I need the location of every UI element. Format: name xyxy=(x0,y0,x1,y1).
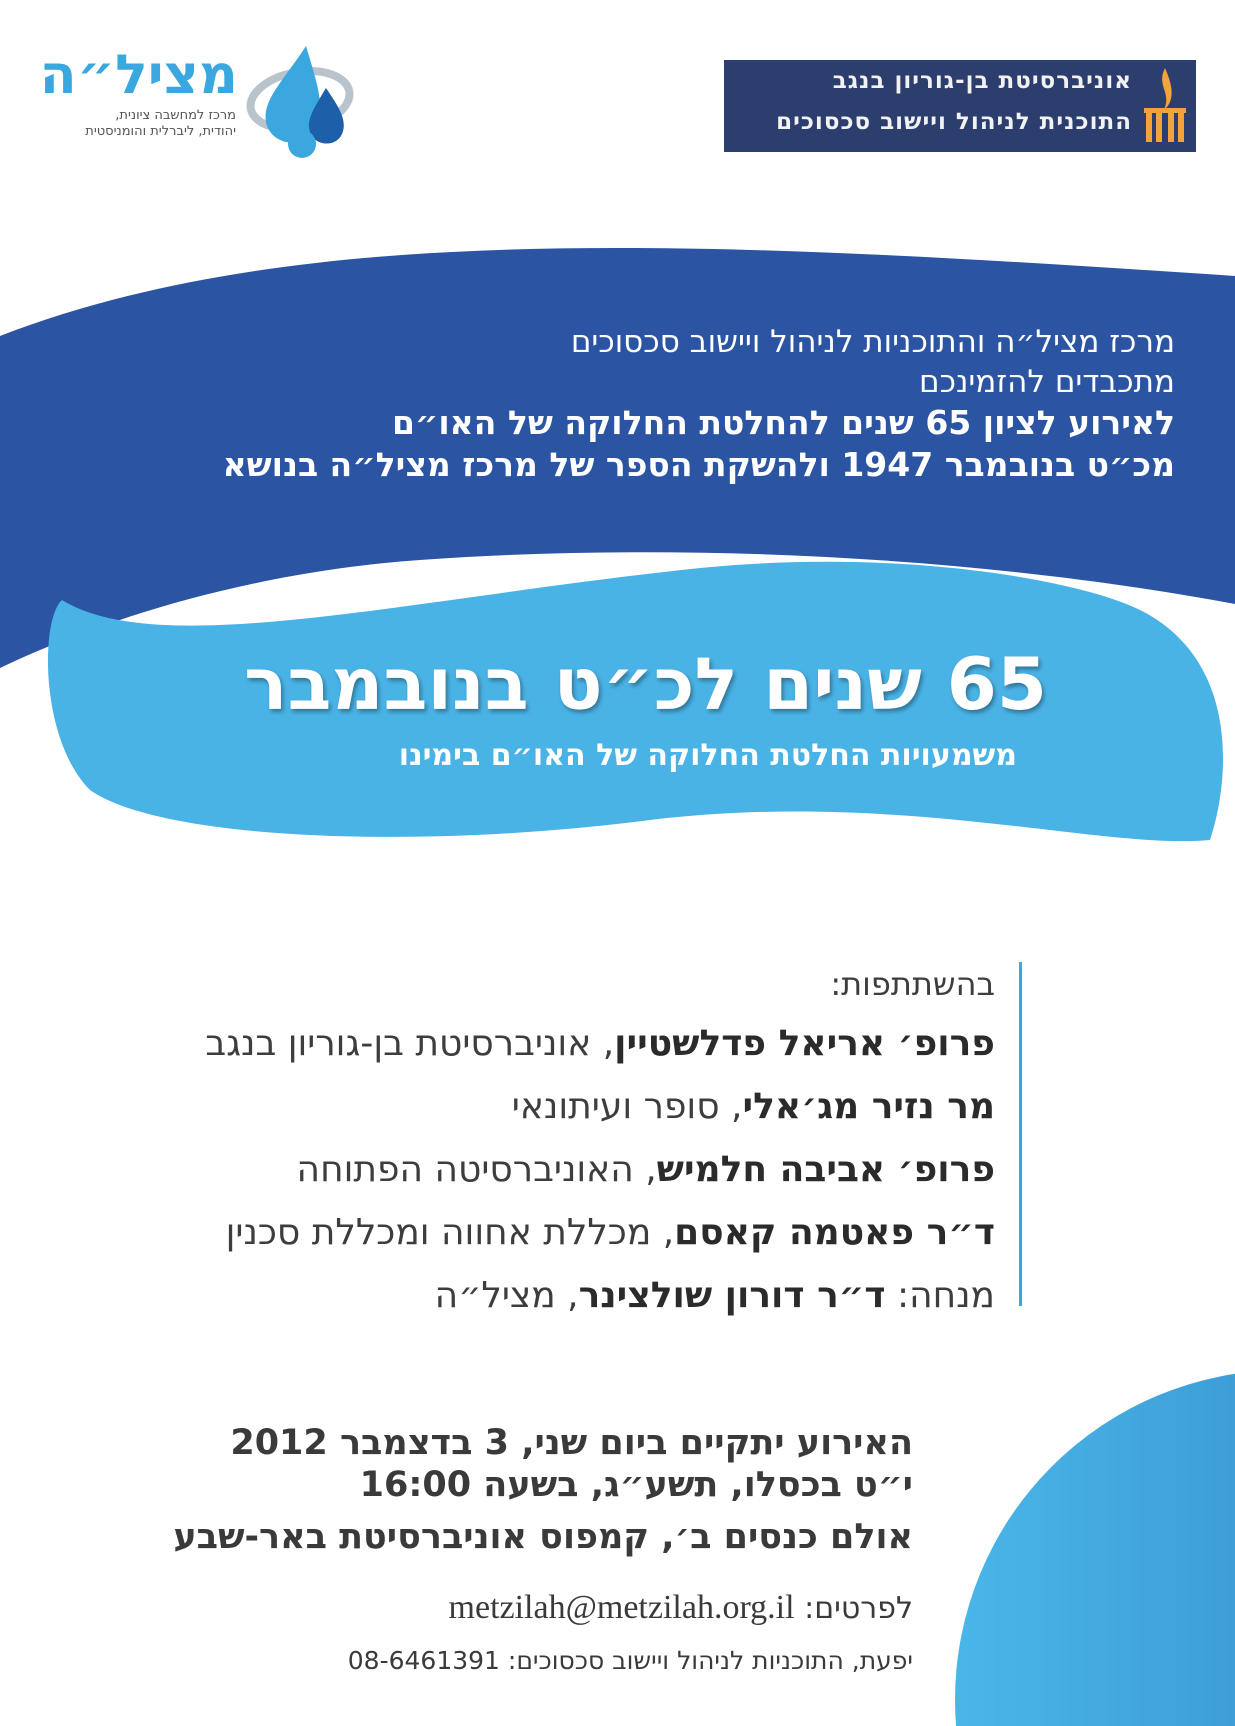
moderator-label: מנחה: xyxy=(885,1275,995,1316)
speaker-affiliation: , האוניברסיטה הפתוחה xyxy=(296,1149,657,1190)
book-title: 65 שנים לכ״ט בנובמבר xyxy=(244,642,1047,726)
bgu-logo-line1: אוניברסיטת בן-גוריון בנגב xyxy=(832,68,1132,94)
metzilah-tagline-line1: מרכז למחשבה ציונית, xyxy=(115,108,236,123)
speaker-row xyxy=(95,1138,995,1201)
moderator-row xyxy=(95,1264,995,1327)
speaker-name: פרופ׳ אביבה חלמיש xyxy=(656,1149,995,1190)
metzilah-tagline-line2: יהודית, ליברלית והומניסטית xyxy=(85,124,236,139)
speaker-affiliation: , אוניברסיטת בן-גוריון בנגב xyxy=(205,1023,615,1064)
event-date: האירוע יתקיים ביום שני, 3 בדצמבר 2012 xyxy=(230,1423,913,1463)
invitation-line1: מרכז מציל״ה והתוכניות לניהול ויישוב סכסוכים xyxy=(570,324,1175,360)
bgu-flame-emblem-icon xyxy=(1142,66,1188,146)
invitation-line4: מכ״ט בנובמבר 1947 ולהשקת הספר של מרכז מציל״ה בנושא xyxy=(222,445,1175,484)
participants-heading: בהשתתפות: xyxy=(830,965,995,1003)
contact-email-link[interactable]: metzilah@metzilah.org.il xyxy=(448,1589,795,1626)
contact-phone-line: יפעת, התוכניות לניהול ויישוב סכסוכים: 08-6461391 xyxy=(347,1646,913,1675)
participants-divider xyxy=(1019,962,1022,1306)
bgu-logo xyxy=(724,60,1196,152)
metzilah-logo xyxy=(39,40,362,160)
event-hebrew-date: י״ט בכסלו, תשע״ג, בשעה 16:00 xyxy=(359,1465,913,1505)
contact-email-line xyxy=(348,1586,913,1631)
speaker-name: ד״ר פאטמה קאסם xyxy=(674,1212,995,1253)
speaker-name: מר נזיר מג׳אלי xyxy=(742,1086,995,1127)
speaker-affiliation: , סופר ועיתונאי xyxy=(511,1086,743,1127)
metzilah-drops-logo-icon xyxy=(244,40,356,160)
speaker-row xyxy=(95,1075,995,1138)
event-venue: אולם כנסים ב׳, קמפוס אוניברסיטת באר-שבע xyxy=(173,1517,913,1557)
contact-label: לפרטים: xyxy=(794,1591,913,1626)
invitation-line2: מתכבדים להזמינכם xyxy=(919,364,1175,400)
speaker-affiliation: , מכללת אחווה ומכללת סכנין xyxy=(225,1212,675,1253)
invitation-line3: לאירוע לציון 65 שנים להחלטת החלוקה של האו״ם xyxy=(391,403,1175,442)
metzilah-logo-tagline xyxy=(36,108,236,140)
moderator-affiliation: , מציל״ה xyxy=(434,1275,579,1316)
invitation-text xyxy=(75,322,1175,486)
corner-circle xyxy=(955,1370,1235,1726)
event-details xyxy=(173,1422,913,1558)
speaker-name: פרופ׳ אריאל פדלשטיין xyxy=(614,1023,995,1064)
speaker-row xyxy=(95,1201,995,1264)
moderator-name: ד״ר דורון שולצינר xyxy=(578,1275,886,1316)
metzilah-logo-name: מציל״ה xyxy=(39,43,238,106)
book-subtitle: משמעויות החלטת החלוקה של האו״ם בימינו xyxy=(398,738,1017,773)
speaker-row xyxy=(95,1012,995,1075)
bgu-logo-line2: התוכנית לניהול ויישוב סכסוכים xyxy=(776,109,1132,135)
contact-info xyxy=(348,1586,913,1685)
participants-list xyxy=(95,956,995,1327)
